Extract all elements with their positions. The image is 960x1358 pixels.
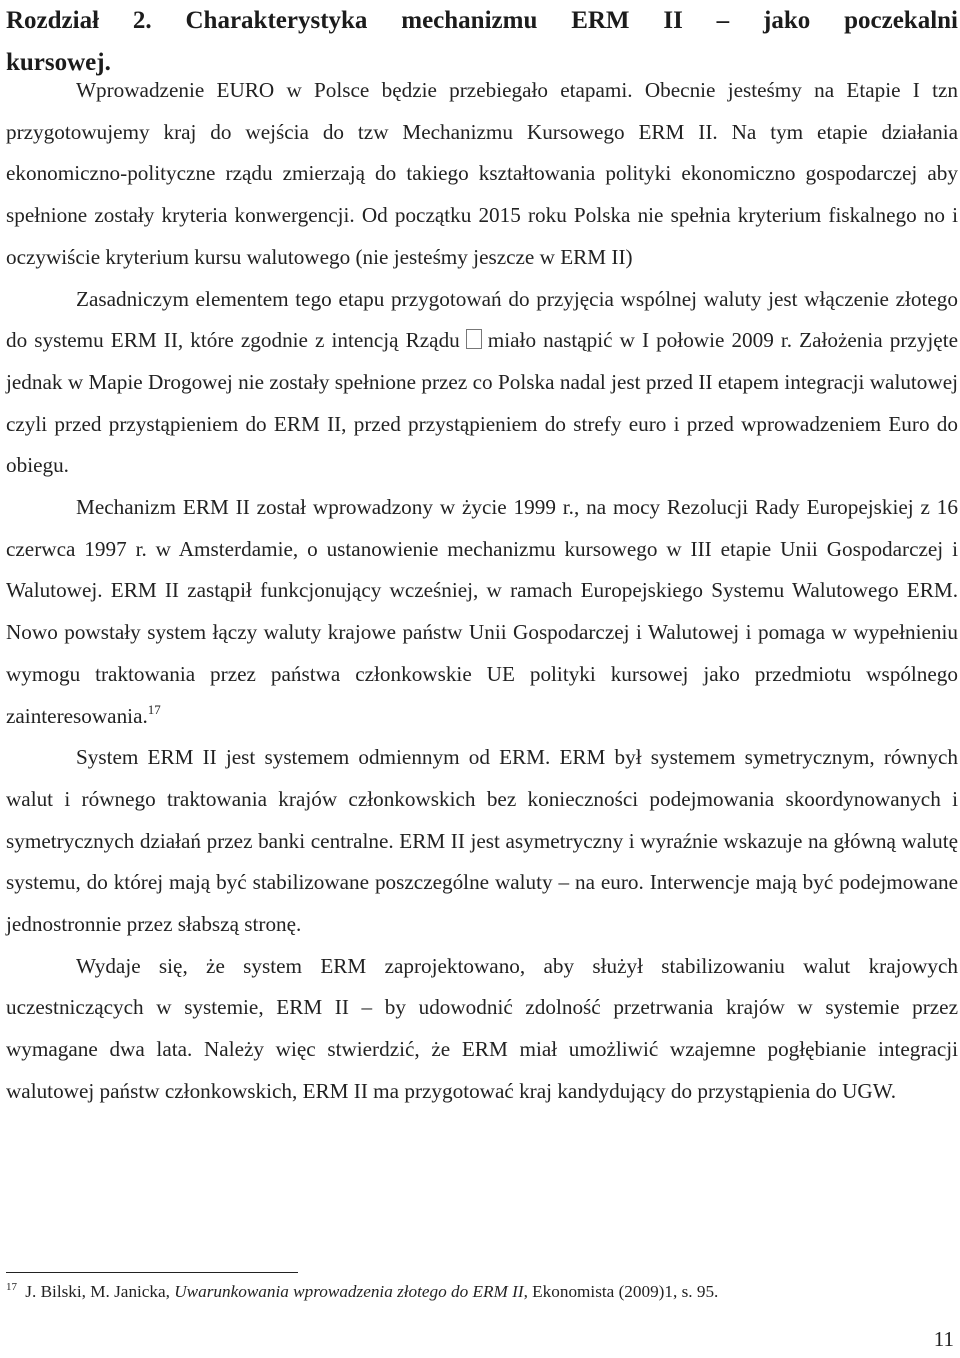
paragraph-4-text: System ERM II jest systemem odmiennym od ERM. ERM był systemem symetrycznym, równych walut i równego traktowania krajów członkowskich bez konieczności podejmowania skoordynowanych i symetrycznych działań przez banki centralne. ERM II jest asymetryczny i wyraźnie wskazuje na główną walutę systemu, do której mają być stabilizowane poszczególne waluty – na euro. Interwencje mają być podejmowane jednostronnie przez słabszą stronę.: [6, 745, 958, 937]
paragraph-2: [6, 279, 958, 488]
paragraph-1: [6, 70, 958, 279]
body-text: [6, 70, 958, 1113]
paragraph-2-text-a: Zasadniczym elementem tego etapu przygotowań do przyjęcia wspólnej waluty jest włączenie złotego do systemu ERM II, które zgodnie z intencją Rządu: [6, 286, 958, 353]
paragraph-1-text: Wprowadzenie EURO w Polsce będzie przebiegało etapami. Obecnie jesteśmy na Etapie I tzn przygotowujemy kraj do wejścia do tzw Mechanizmu Kursowego ERM II. Na tym etapie działania ekonomiczno-polityczne rządu zmierzają do takiego kształtowania polityki ekonomiczno gospodarczej aby spełnione zostały kryteria konwergencji. Od początku 2015 roku Polska nie spełnia kryterium fiskalnego no i oczywiście kryterium kursu walutowego (nie jesteśmy jeszcze w ERM II): [6, 78, 958, 269]
footnote-separator: [6, 1272, 298, 1273]
footnote-reference[interactable]: 17: [147, 701, 161, 717]
page-number: 11: [933, 1327, 954, 1351]
paragraph-3: [6, 487, 958, 737]
missing-glyph-box: [466, 329, 482, 349]
paragraph-5: [6, 946, 958, 1113]
chapter-heading-line-2: kursowej.: [6, 49, 111, 76]
paragraph-5-text: Wydaje się, że system ERM zaprojektowano, aby służył stabilizowaniu walut krajowych uczestniczących w systemie, ERM II – by udowodnić zdolność przetrwania krajów w systemie przez wymagane dwa lata. Należy więc stwierdzić, że ERM miał umożliwić wzajemne pogłębianie integracji walutowej państw członkowskich, ERM II ma przygotować kraj kandydujący do przystąpienia do UGW.: [6, 953, 958, 1103]
paragraph-3-text: Mechanizm ERM II został wprowadzony w życie 1999 r., na mocy Rezolucji Rady Europejskiej z 16 czerwca 1997 r. w Amsterdamie, o ustanowienie mechanizmu kursowego w III etapie Unii Gospodarczej i Walutowej. ERM II zastąpił funkcjonujący wcześniej, w ramach Europejskiego Systemu Walutowego ERM. Nowo powstały system łączy waluty krajowe państw Unii Gospodarczej i Walutowej i pomaga w wypełnieniu wymogu traktowania przez państwa członkowskie UE polityki kursowej jako przedmiotu wspólnego zainteresowania.: [6, 495, 958, 728]
paragraph-4: [6, 737, 958, 946]
footnote: [6, 1279, 958, 1305]
footnote-number: 17: [6, 1281, 17, 1293]
footnote-source: , Ekonomista (2009)1, s. 95.: [523, 1282, 719, 1301]
chapter-heading-line-1: Rozdział 2. Charakterystyka mechanizmu ERM II – jako poczekalni: [6, 7, 958, 34]
paragraph-2-text-b: miało nastąpić w I połowie 2009 r. Założenia przyjęte jednak w Mapie Drogowej nie zostały spełnione przez co Polska nadal jest przed II etapem integracji walutowej czyli przed przystąpieniem do ERM II, przed przystąpieniem do strefy euro i przed wprowadzeniem Euro do obiegu.: [6, 328, 958, 478]
footnote-authors: J. Bilski, M. Janicka,: [25, 1282, 170, 1301]
footnote-title: Uwarunkowania wprowadzenia złotego do ERM II: [174, 1282, 524, 1301]
